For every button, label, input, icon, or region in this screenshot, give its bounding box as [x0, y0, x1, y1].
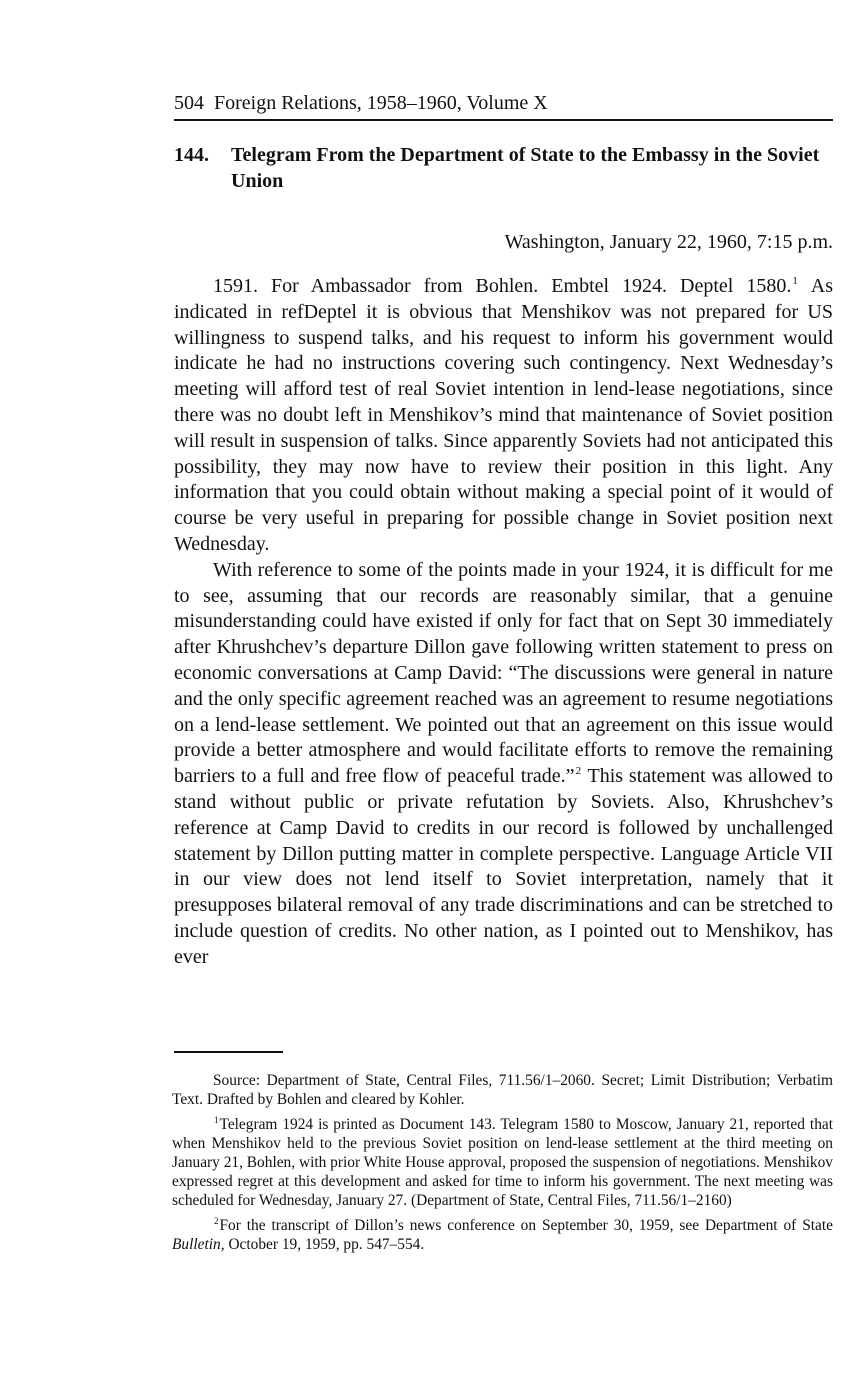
document-number: 144.: [174, 144, 209, 166]
p2-text-b: This statement was allowed to stand without public or private refutation by Soviets. Also, Khrushchev’s reference at Camp David to credits in our record is followed by unchallenged statement by Dillon putting matter in complete perspective. Language Article VII in our view does not lend itself to Soviet interpretation, namely that it presupposes bilateral removal of any trade discriminations and can be stretched to include question of credits. No other nation, as I pointed out to Menshikov, has ever: [174, 765, 834, 968]
source-note: Source: Department of State, Central Files, 711.56/1–2060. Secret; Limit Distribution; Verbatim Text. Drafted by Bohlen and cleared by Kohler.: [172, 1072, 833, 1108]
footnote-ref-2: 2: [575, 765, 582, 778]
footnote-2-text-b: October 19, 1959, pp. 547–554.: [228, 1236, 425, 1253]
footnotes: [172, 1071, 833, 1260]
telegram-body: [174, 274, 833, 971]
footnote-2: [172, 1216, 833, 1254]
p1-text-a: 1591. For Ambassador from Bohlen. Embtel 1924. Deptel 1580.: [213, 275, 792, 297]
running-head: [174, 90, 833, 121]
dateline: Washington, January 22, 1960, 7:15 p.m.: [504, 231, 833, 253]
page-number: 504: [174, 92, 204, 114]
document-title: Telegram From the Department of State to the Embassy in the Soviet Union: [231, 144, 820, 192]
p2-text-a: With reference to some of the points made in your 1924, it is difficult for me to see, assuming that our records are reasonably similar, that a genuine misunderstanding could have existed if only for fact that on Sept 30 immediately after Khrushchev’s departure Dillon gave following written statement to press on economic conversations at Camp David: “The discussions were general in nature and the only specific agreement reached was an agreement to resume negotiations on a lend-lease settlement. We pointed out that an agreement on this issue would provide a better atmosphere and would facilitate efforts to remove the remaining barriers to a full and free flow of peaceful trade.”: [174, 558, 833, 788]
body-paragraph-2: [174, 558, 833, 971]
footnote-divider: [174, 1051, 283, 1053]
running-head-title: Foreign Relations, 1958–1960, Volume X: [214, 92, 548, 114]
footnote-1-text: Telegram 1924 is printed as Document 143. Telegram 1580 to Moscow, January 21, reported that when Menshikov held to the previous Soviet position on lend-lease settlement at the third meeting on January 21, Bohlen, with prior White House approval, proposed the suspension of negotiations. Menshikov expressed regret at this development and asked for time to inform his government. The next meeting was scheduled for Wednesday, January 27. (Department of State, Central Files, 711.56/1–2160): [172, 1116, 833, 1209]
p1-text-b: As indicated in refDeptel it is obvious that Menshikov was not prepared for US willingness to suspend talks, and his request to inform his government would indicate he had no instructions covering such contingency. Next Wednesday’s meeting will afford test of real Soviet intention in lend-lease negotiations, since there was no doubt left in Menshikov’s mind that maintenance of Soviet position will result in suspension of talks. Since apparently Soviets had not anticipated this possibility, they may now have to review their position in this light. Any information that you could obtain without making a special point of it would of course be very useful in preparing for possible change in Soviet position next Wednesday.: [174, 275, 833, 555]
footnote-1: [172, 1115, 833, 1210]
footnote-2-mark: 2: [214, 1215, 219, 1226]
body-paragraph-1: [174, 274, 833, 558]
footnote-2-publication: Bulletin,: [172, 1236, 225, 1253]
document-heading: [174, 142, 833, 194]
footnote-2-text-a: For the transcript of Dillon’s news conference on September 30, 1959, see Department of State: [219, 1217, 833, 1234]
footnote-1-mark: 1: [214, 1114, 219, 1125]
footnote-ref-1: 1: [792, 275, 798, 288]
